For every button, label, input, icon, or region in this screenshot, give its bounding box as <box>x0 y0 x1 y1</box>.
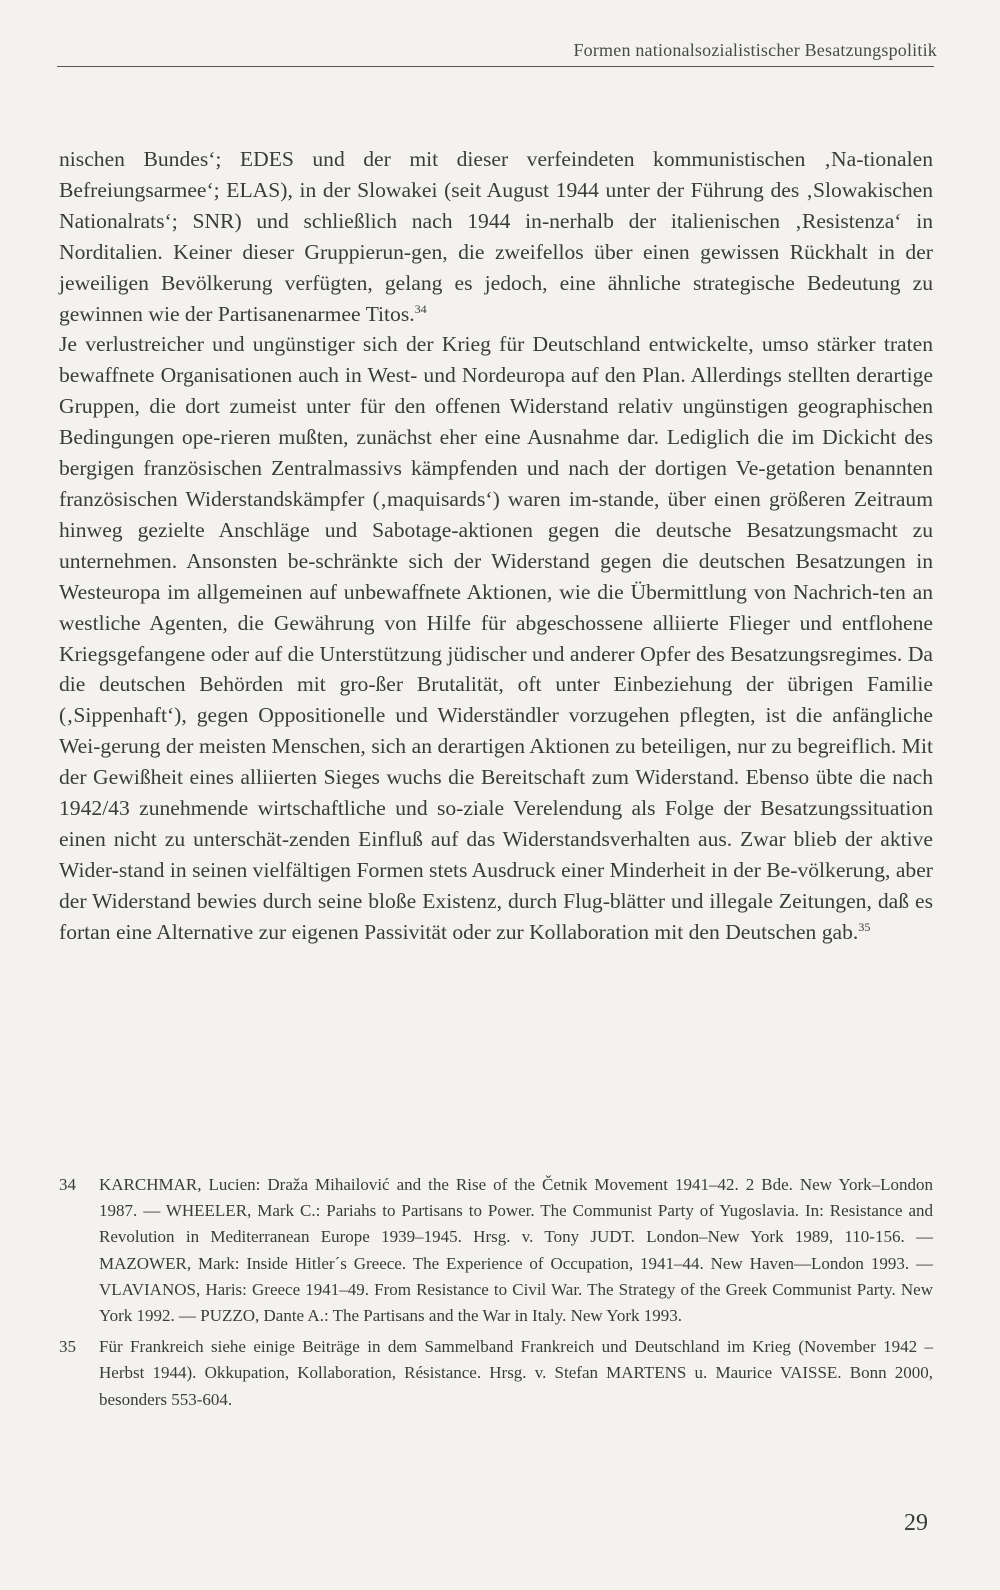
main-text <box>59 144 933 948</box>
footnote-number: 35 <box>59 1337 76 1357</box>
footnote-text: Für Frankreich siehe einige Beiträge in dem Sammelband Frankreich und Deutschland im Krieg (November 1942 – Herbst 1944). Okkupation, Kollaboration, Résistance. Hrsg. v. Stefan MARTENS u. Maurice VAISSE. Bonn 2000, besonders 553-604. <box>99 1337 933 1409</box>
footnote-text: KARCHMAR, Lucien: Draža Mihailović and the Rise of the Četnik Movement 1941–42. 2 Bde. New York–London 1987. — WHEELER, Mark C.: Pariahs to Partisans to Power. The Communist Party of Yugoslavia. In: Resistance and Revolution in Mediterranean Europe 1939–1945. Hrsg. v. Tony JUDT. London–New York 1989, 110-156. — MAZOWER, Mark: Inside Hitler´s Greece. The Experience of Occupation, 1941–44. New Haven—London 1993. — VLAVIANOS, Haris: Greece 1941–49. From Resistance to Civil War. The Strategy of the Greek Communist Party. New York 1992. — PUZZO, Dante A.: The Partisans and the War in Italy. New York 1993. <box>99 1175 933 1326</box>
footnote-34 <box>59 1172 933 1329</box>
running-title: Formen nationalsozialistischer Besatzungspolitik <box>573 40 937 60</box>
footnote-ref-34[interactable]: 34 <box>414 301 427 316</box>
footnotes <box>59 1172 933 1418</box>
header-rule <box>57 66 934 67</box>
footnote-number: 34 <box>59 1175 76 1194</box>
paragraph-1 <box>59 144 933 329</box>
paragraph-1-text: nischen Bundes‘; EDES und der mit dieser verfeindeten kommunistischen ‚Na-tionalen Befreiungsarmee‘; ELAS), in der Slowakei (seit August 1944 unter der Führung des ‚Slowakischen Nationalrats‘; SNR) und schließlich nach 1944 in-nerhalb der italienischen ‚Resistenza‘ in Norditalien. Keiner dieser Gruppierun-gen, die zweifellos über einen gewissen Rückhalt in der jeweiligen Bevölkerung verfügten, gelang es jedoch, eine ähnliche strategische Bedeutung zu gewinnen wie der Partisanenarmee Titos. <box>59 147 933 326</box>
footnote-ref-35[interactable]: 35 <box>858 919 871 934</box>
paragraph-2 <box>59 329 933 947</box>
footnote-35 <box>59 1334 933 1413</box>
page-number: 29 <box>904 1510 928 1536</box>
paragraph-2-text: Je verlustreicher und ungünstiger sich der Krieg für Deutschland entwickelte, umso stärker traten bewaffnete Organisationen auch in West- und Nordeuropa auf den Plan. Allerdings stellten derartige Gruppen, die dort zumeist unter für den offenen Widerstand relativ ungünstigen geographischen Bedingungen ope-rieren mußten, zunächst eher eine Ausnahme dar. Lediglich die im Dickicht des bergigen französischen Zentralmassivs kämpfenden und nach der dortigen Ve-getation benannten französischen Widerstandskämpfer (‚maquisards‘) waren im-stande, über einen größeren Zeitraum hinweg gezielte Anschläge und Sabotage-aktionen gegen die deutsche Besatzungsmacht zu unternehmen. Ansonsten be-schränkte sich der Widerstand gegen die deutschen Besatzungen in Westeuropa im allgemeinen auf unbewaffnete Aktionen, wie die Übermittlung von Nachrich-ten an westliche Agenten, die Gewährung von Hilfe für abgeschossene alliierte Flieger und entflohene Kriegsgefangene oder auf die Unterstützung jüdischer und anderer Opfer des Besatzungsregimes. Da die deutschen Behörden mit gro-ßer Brutalität, oft unter Einbeziehung der übrigen Familie (‚Sippenhaft‘), gegen Oppositionelle und Widerständler vorzugehen pflegten, ist die anfängliche Wei-gerung der meisten Menschen, sich an derartigen Aktionen zu beteiligen, nur zu begreiflich. Mit der Gewißheit eines alliierten Sieges wuchs die Bereitschaft zum Widerstand. Ebenso übte die nach 1942/43 zunehmende wirtschaftliche und so-ziale Verelendung als Folge der Besatzungssituation einen nicht zu unterschät-zenden Einfluß auf das Widerstandsverhalten aus. Zwar blieb der aktive Wider-stand in seinen vielfältigen Formen stets Ausdruck einer Minderheit in der Be-völkerung, aber der Widerstand bewies durch seine bloße Existenz, durch Flug-blätter und illegale Zeitungen, daß es fortan eine Alternative zur eigenen Passivität oder zur Kollaboration mit den Deutschen gab. <box>59 332 933 944</box>
